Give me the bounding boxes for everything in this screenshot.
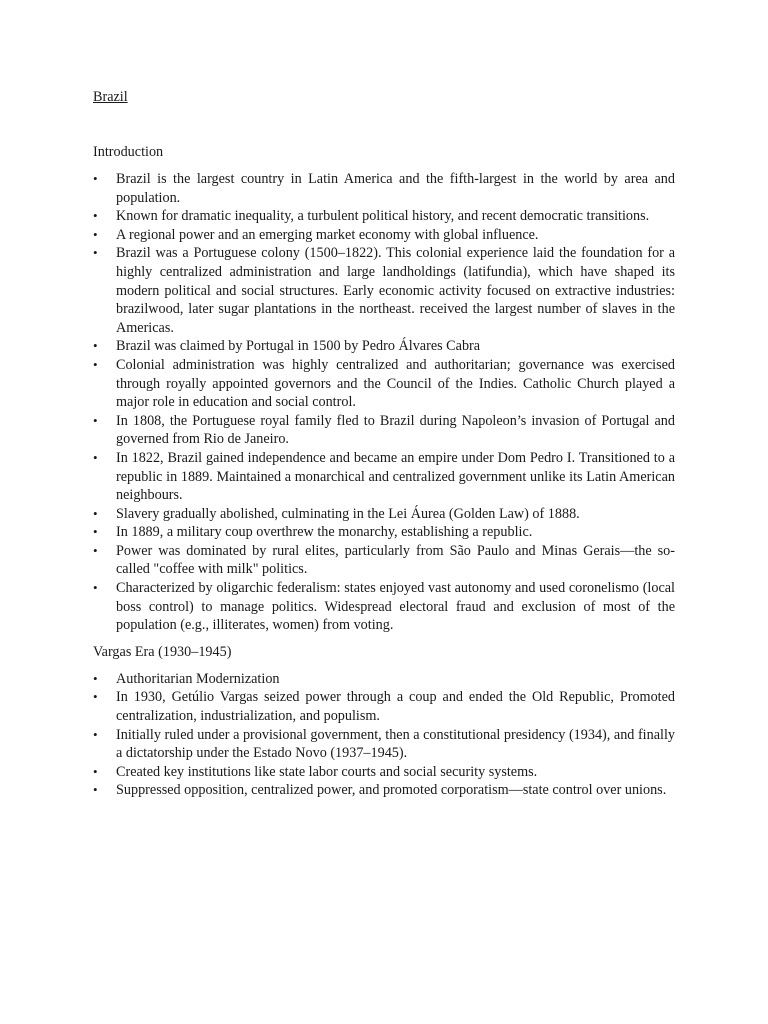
list-item-text: Colonial administration was highly centralized and authoritarian; governance was exercised through royally appointed governors and the Council of the Indies. Catholic Church played a major role in education and social control. <box>116 356 675 411</box>
list-item <box>93 244 675 337</box>
bullet-list-vargas-era <box>93 670 675 800</box>
list-item <box>93 523 675 542</box>
bullet-icon: • <box>93 505 98 521</box>
list-item-text: Known for dramatic inequality, a turbulent political history, and recent democratic transitions. <box>116 208 650 225</box>
bullet-icon: • <box>93 449 98 465</box>
section-heading-introduction: Introduction <box>93 144 164 160</box>
list-item <box>93 505 675 524</box>
list-item-text: In 1808, the Portuguese royal family fled to Brazil during Napoleon’s invasion of Portugal and governed from Rio de Janeiro. <box>116 412 675 448</box>
bullet-icon: • <box>93 171 98 186</box>
bullet-icon: • <box>93 356 98 372</box>
list-item-text: Initially ruled under a provisional government, then a constitutional presidency (1934), and finally a dictatorship under the Estado Novo (1937–1945). <box>116 726 675 762</box>
list-item <box>93 542 675 579</box>
list-item-text: Power was dominated by rural elites, particularly from São Paulo and Minas Gerais—the so-called "coffee with milk" politics. <box>116 542 675 578</box>
list-item-text: Authoritarian Modernization <box>116 670 280 687</box>
bullet-list-introduction <box>93 170 675 635</box>
bullet-icon: • <box>93 245 98 261</box>
list-item <box>93 207 675 226</box>
list-item-text: Brazil was a Portuguese colony (1500–1822). This colonial experience laid the foundation for a highly centralized administration and large landholdings (latifundia), which have shaped its modern political and social structures. Early economic activity focused on extractive industries: brazilwood, later sugar plantations in the northeast. received the largest number of slaves in the Americas. <box>116 245 675 336</box>
bullet-icon: • <box>93 338 98 354</box>
list-item-text: In 1889, a military coup overthrew the monarchy, establishing a republic. <box>116 524 533 541</box>
bullet-icon: • <box>93 763 98 779</box>
list-item <box>93 412 675 449</box>
bullet-icon: • <box>93 782 98 798</box>
list-item <box>93 726 675 763</box>
bullet-icon: • <box>93 208 98 224</box>
section-heading-vargas-era: Vargas Era (1930–1945) <box>93 643 232 660</box>
list-item-text: Brazil is the largest country in Latin America and the fifth-largest in the world by area and population. <box>116 171 675 206</box>
list-item-text: In 1930, Getúlio Vargas seized power through a coup and ended the Old Republic, Promoted centralization, industrialization, and populism. <box>116 689 675 725</box>
bullet-icon: • <box>93 689 98 705</box>
document-page <box>93 88 675 800</box>
bullet-icon: • <box>93 412 98 428</box>
list-item <box>93 356 675 412</box>
list-item <box>93 170 675 207</box>
list-item <box>93 337 675 356</box>
list-item-text: Suppressed opposition, centralized power, and promoted corporatism—state control over unions. <box>116 782 667 799</box>
list-item-text: Created key institutions like state labor courts and social security systems. <box>116 763 538 780</box>
list-item <box>93 226 675 245</box>
bullet-icon: • <box>93 226 98 242</box>
list-item <box>93 781 675 800</box>
list-item <box>93 688 675 725</box>
bullet-icon: • <box>93 542 98 558</box>
list-item-text: A regional power and an emerging market economy with global influence. <box>116 226 539 243</box>
list-item-text: Slavery gradually abolished, culminating in the Lei Áurea (Golden Law) of 1888. <box>116 505 580 522</box>
list-item-text: Characterized by oligarchic federalism: states enjoyed vast autonomy and used coronelismo (local boss control) to manage politics. Widespread electoral fraud and exclusion of most of the population (e.g., illiterates, women) from voting. <box>116 580 675 634</box>
list-item-text: In 1822, Brazil gained independence and became an empire under Dom Pedro I. Transitioned to a republic in 1889. Maintained a monarchical and centralized government unlike its Latin American neighbours. <box>116 449 675 504</box>
list-item <box>93 449 675 505</box>
bullet-icon: • <box>93 580 98 596</box>
document-title: Brazil <box>93 89 128 105</box>
list-item <box>93 763 675 782</box>
bullet-icon: • <box>93 670 98 686</box>
list-item-text: Brazil was claimed by Portugal in 1500 by Pedro Álvares Cabra <box>116 338 481 355</box>
bullet-icon: • <box>93 524 98 540</box>
bullet-icon: • <box>93 726 98 742</box>
list-item <box>93 670 675 689</box>
list-item <box>93 579 675 635</box>
